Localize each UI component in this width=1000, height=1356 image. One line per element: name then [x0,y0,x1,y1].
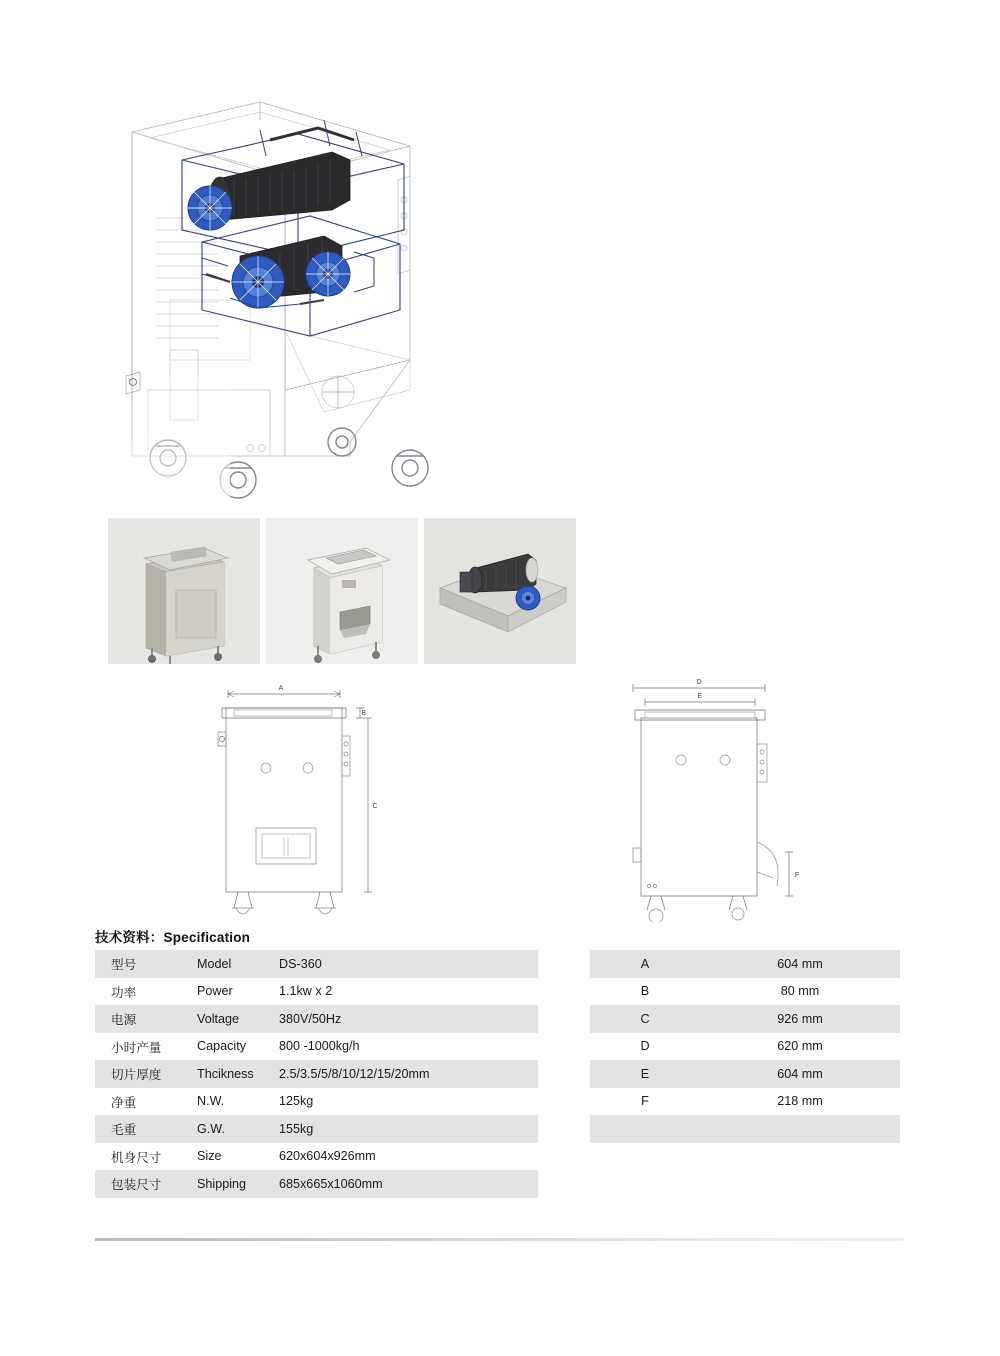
specification-heading [95,926,250,946]
hero-technical-drawing [110,60,470,510]
spec-value: 380V/50Hz [275,1005,538,1033]
specification-heading-en: Specification [163,930,251,945]
spec-label-en: Capacity [197,1033,275,1061]
dimension-value [700,1115,900,1143]
dimension-key: F [590,1088,700,1116]
dimension-key: A [590,950,700,978]
table-row [95,978,538,1006]
spec-label-en: Voltage [197,1005,275,1033]
dimension-key [590,1115,700,1143]
spec-label-cn: 型号 [95,950,197,978]
dimension-value: 926 mm [700,1005,900,1033]
spec-label-cn: 机身尺寸 [95,1143,197,1171]
spec-value: 620x604x926mm [275,1143,538,1171]
dimension-value: 620 mm [700,1033,900,1061]
table-row [95,1033,538,1061]
table-row [95,1115,538,1143]
table-row [95,1088,538,1116]
spec-label-cn: 净重 [95,1088,197,1116]
dim-label-d: D [696,679,702,686]
spec-value: 685x665x1060mm [275,1170,538,1198]
dim-label-e: E [697,693,703,700]
table-row [590,1115,900,1143]
spec-label-en: Thcikness [197,1060,275,1088]
table-row [590,1005,900,1033]
product-photo-thumbnails [108,518,578,664]
dimension-value: 604 mm [700,1060,900,1088]
table-row [590,950,900,978]
table-row [95,1060,538,1088]
spec-value: 125kg [275,1088,538,1116]
spec-value: 800 -1000kg/h [275,1033,538,1061]
spec-label-en: Size [197,1143,275,1171]
spec-label-en: Model [197,950,275,978]
spec-value: 1.1kw x 2 [275,978,538,1006]
thumbnail-cutter-detail [424,518,576,664]
thumbnail-front-view [108,518,260,664]
dimension-key: C [590,1005,700,1033]
footer-divider [95,1238,905,1241]
table-row [590,1088,900,1116]
dim-label-b: B [361,710,366,717]
dimension-key: E [590,1060,700,1088]
table-row [590,1060,900,1088]
dimension-table [590,950,900,1143]
spec-value: DS-360 [275,950,538,978]
specification-heading-cn: 技术资料： [95,930,164,945]
table-row [590,1033,900,1061]
spec-value: 2.5/3.5/5/8/10/12/15/20mm [275,1060,538,1088]
dimension-value: 218 mm [700,1088,900,1116]
side-view-dimension-drawing [615,672,815,922]
machine-exploded-view-svg [110,60,470,510]
spec-label-en: Shipping [197,1170,275,1198]
spec-label-cn: 小时产量 [95,1033,197,1061]
thumbnail-angled-view [266,518,418,664]
spec-label-cn: 切片厚度 [95,1060,197,1088]
dim-label-c: C [372,803,378,810]
cutter-assembly [182,120,404,336]
spec-label-cn: 包装尺寸 [95,1170,197,1198]
spec-label-en: Power [197,978,275,1006]
table-row [95,1143,538,1171]
spec-label-cn: 电源 [95,1005,197,1033]
spec-label-en: N.W. [197,1088,275,1116]
dim-label-f: F [794,872,800,879]
dimension-value: 80 mm [700,978,900,1006]
specification-table [95,950,538,1198]
spec-label-en: G.W. [197,1115,275,1143]
dimension-value: 604 mm [700,950,900,978]
dim-label-a: A [278,685,284,692]
table-row [590,978,900,1006]
spec-label-cn: 毛重 [95,1115,197,1143]
dimension-key: B [590,978,700,1006]
table-row [95,950,538,978]
spec-label-cn: 功率 [95,978,197,1006]
dimension-key: D [590,1033,700,1061]
table-row [95,1170,538,1198]
front-view-dimension-drawing [200,672,400,922]
table-row [95,1005,538,1033]
spec-value: 155kg [275,1115,538,1143]
